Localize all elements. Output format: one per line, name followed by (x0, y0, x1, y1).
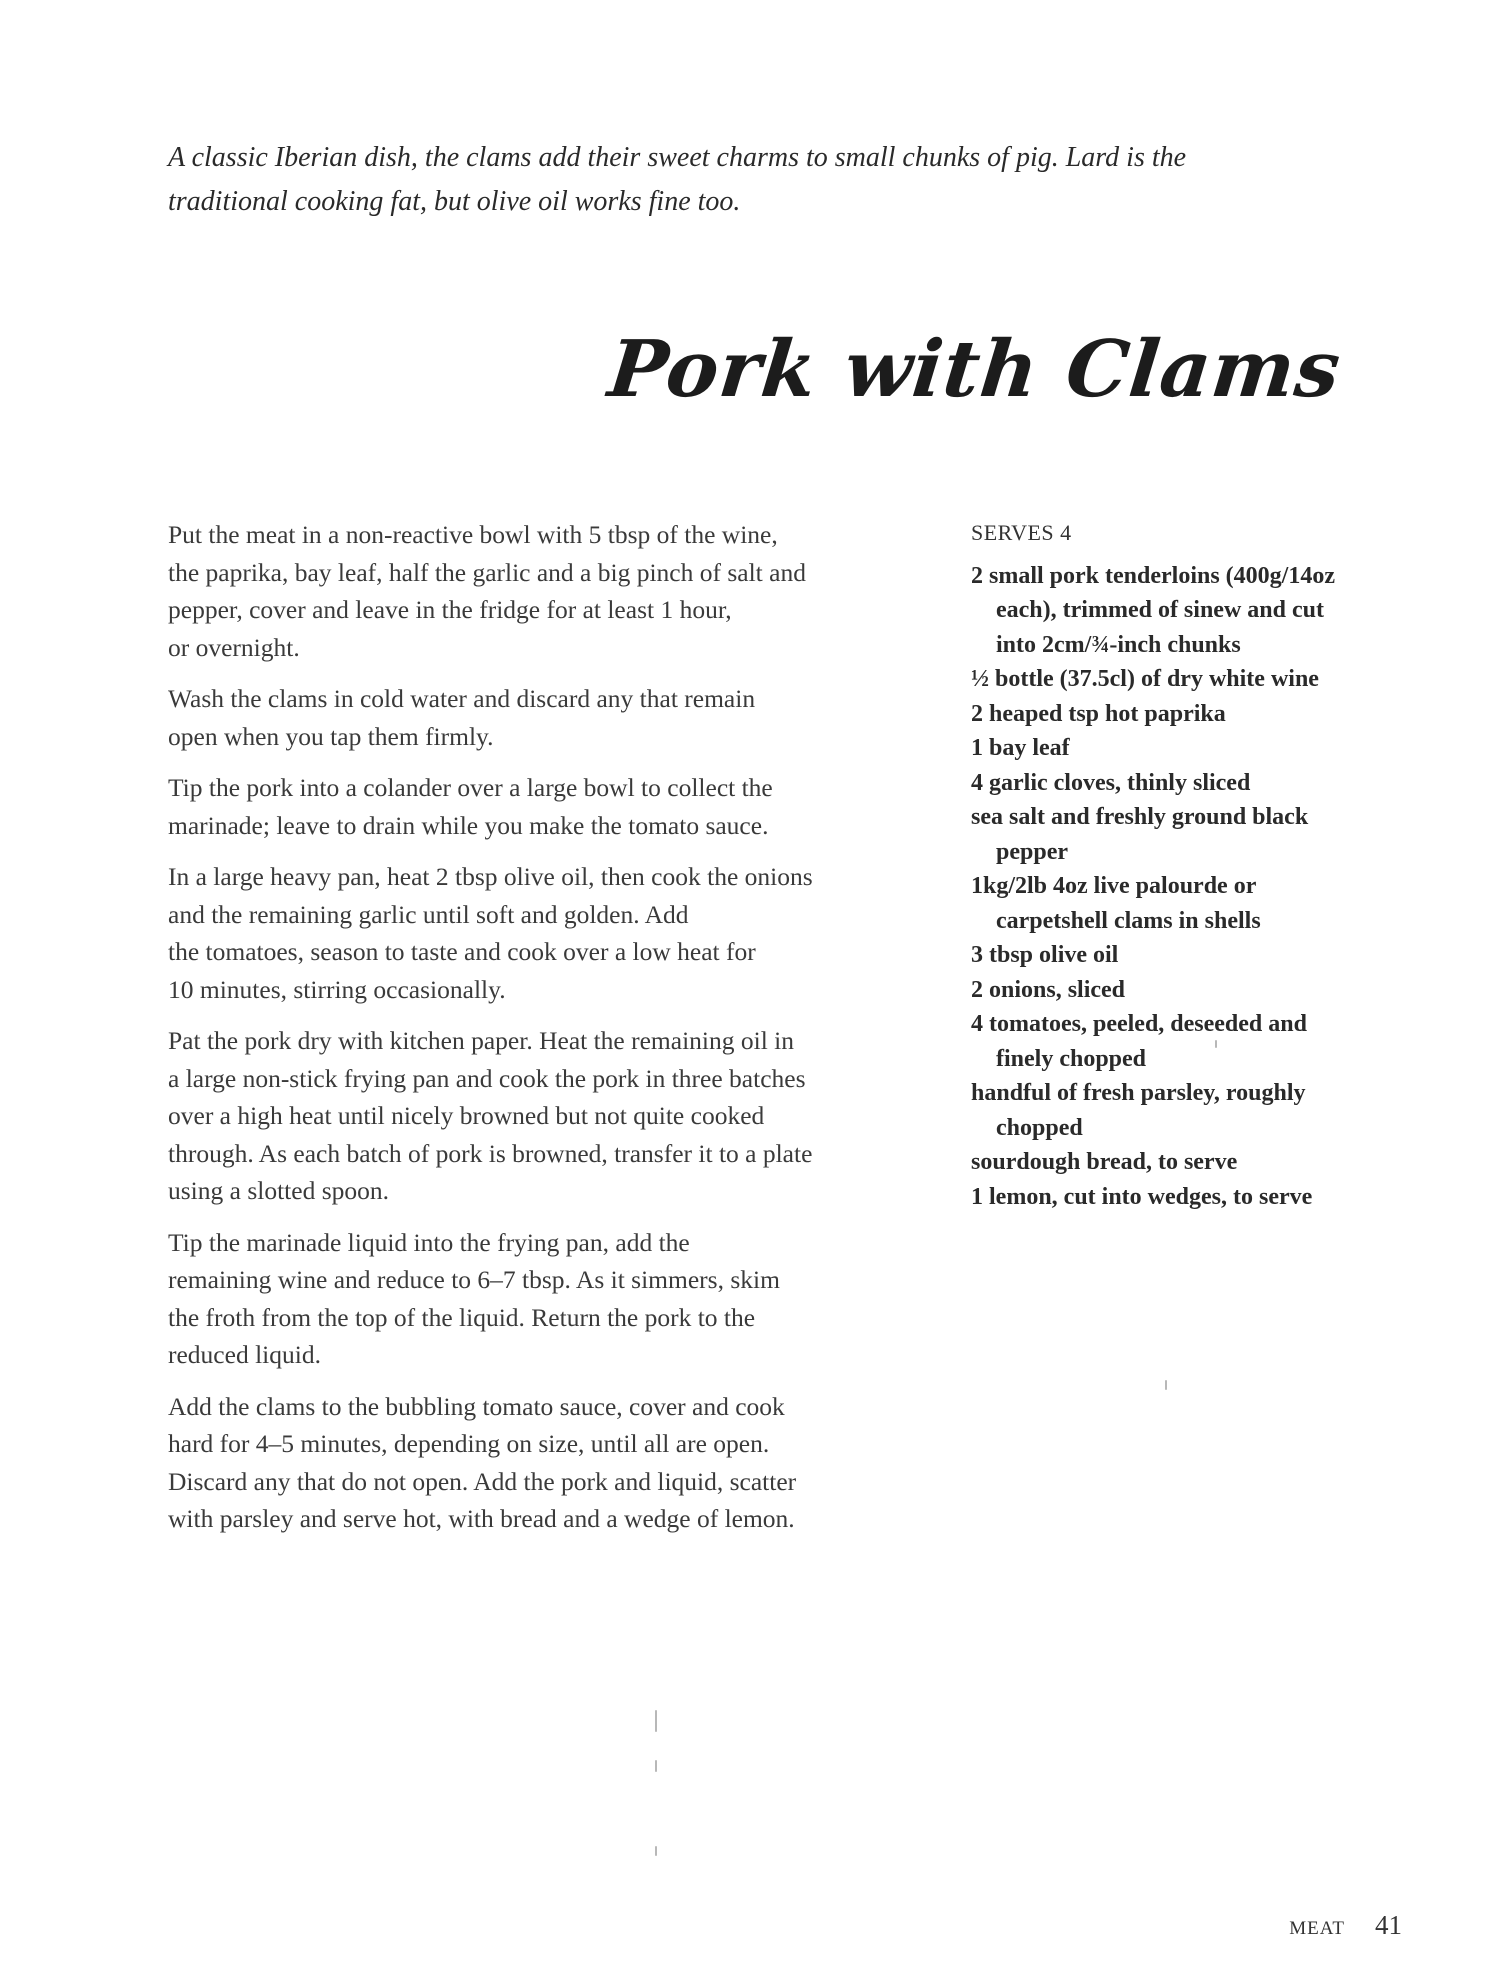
ingredient-item: 1 lemon, cut into wedges, to serve (971, 1183, 1313, 1210)
method-paragraph (168, 1388, 958, 1538)
method-paragraph (168, 769, 958, 844)
ingredient-item: 3 tbsp olive oil (971, 942, 1119, 968)
method-line: and the remaining garlic until soft and golden. Add (168, 899, 689, 929)
method-line: the froth from the top of the liquid. Return the pork to the (168, 1302, 756, 1332)
method-line: Tip the marinade liquid into the frying pan, add the (168, 1227, 690, 1257)
method-line: or overnight. (168, 632, 300, 662)
method-line: the tomatoes, season to taste and cook over a low heat for (168, 937, 756, 966)
ingredients-column (971, 516, 1341, 1214)
intro-line: traditional cooking fat, but olive oil works fine too. (168, 186, 741, 217)
method-line: Pat the pork dry with kitchen paper. Heat the remaining oil in (168, 1026, 795, 1055)
method-line: hard for 4–5 minutes, depending on size, until all are open. (168, 1429, 770, 1458)
section-name: MEAT (1289, 1918, 1345, 1939)
method-line: Add the clams to the bubbling tomato sauce, cover and cook (168, 1391, 785, 1421)
method-line: the paprika, bay leaf, half the garlic and a big pinch of salt and (168, 557, 806, 587)
method-line: over a high heat until nicely browned but not quite cooked (168, 1101, 765, 1130)
scan-speck (655, 1710, 657, 1732)
intro-line: A classic Iberian dish, the clams add their sweet charms to small chunks of pig. Lard is the (168, 142, 1187, 173)
method-line: Tip the pork into a colander over a large bowl to collect the (168, 773, 773, 802)
method-line: open when you tap them firmly. (168, 721, 494, 751)
ingredient-item: 4 garlic cloves, thinly sliced (971, 769, 1251, 796)
method-paragraph (168, 516, 958, 666)
method-line: In a large heavy pan, heat 2 tbsp olive oil, then cook the onions (168, 862, 813, 891)
ingredient-item: 2 heaped tsp hot paprika (971, 700, 1226, 727)
ingredient-item: ½ bottle (37.5cl) of dry white wine (971, 666, 1319, 692)
method-line: Put the meat in a non-reactive bowl with 5 tbsp of the wine, (168, 520, 778, 549)
method-line: pepper, cover and leave in the fridge for at least 1 hour, (168, 595, 732, 624)
method-line: 10 minutes, stirring occasionally. (168, 974, 506, 1004)
method-line: remaining wine and reduce to 6–7 tbsp. As it simmers, skim (168, 1265, 780, 1294)
ingredient-list (971, 559, 1341, 1215)
method-line: Discard any that do not open. Add the pork and liquid, scatter (168, 1466, 797, 1496)
method-paragraph (168, 858, 958, 1008)
scan-speck (1165, 1380, 1167, 1390)
method-line: Wash the clams in cold water and discard any that remain (168, 684, 756, 713)
scan-speck (655, 1760, 657, 1772)
method-paragraph (168, 1022, 958, 1210)
scan-speck (1215, 1040, 1217, 1048)
method-line: a large non-stick frying pan and cook the pork in three batches (168, 1063, 806, 1093)
ingredient-item: sourdough bread, to serve (971, 1149, 1238, 1175)
ingredient-item: 1kg/2lb 4oz live palourde or carpetshell clams in shells (971, 873, 1261, 934)
method-line: with parsley and serve hot, with bread and a wedge of lemon. (168, 1504, 795, 1533)
method-line: marinade; leave to drain while you make the tomato sauce. (168, 810, 769, 840)
ingredient-item: 4 tomatoes, peeled, deseeded and finely chopped (971, 1011, 1307, 1072)
method-paragraph (168, 1224, 958, 1374)
ingredient-item: 2 small pork tenderloins (400g/14oz each), trimmed of sinew and cut into 2cm/¾-inch chunks (971, 562, 1335, 658)
ingredient-item: sea salt and freshly ground black pepper (971, 804, 1309, 865)
method-column (168, 516, 958, 1552)
ingredient-item: 2 onions, sliced (971, 976, 1126, 1003)
serves-label: SERVES 4 (971, 520, 1072, 545)
method-paragraph (168, 680, 958, 755)
recipe-title: Pork with Clams (604, 324, 1345, 415)
method-line: using a slotted spoon. (168, 1176, 389, 1205)
method-line: reduced liquid. (168, 1340, 321, 1369)
ingredient-item: 1 bay leaf (971, 735, 1070, 761)
ingredient-item: handful of fresh parsley, roughly chopped (971, 1080, 1306, 1141)
method-line: through. As each batch of pork is browned, transfer it to a plate (168, 1138, 813, 1168)
intro-text (168, 136, 1348, 224)
page-number: 41 (1375, 1910, 1402, 1940)
scan-speck (655, 1846, 657, 1856)
page-footer (1289, 1910, 1402, 1941)
